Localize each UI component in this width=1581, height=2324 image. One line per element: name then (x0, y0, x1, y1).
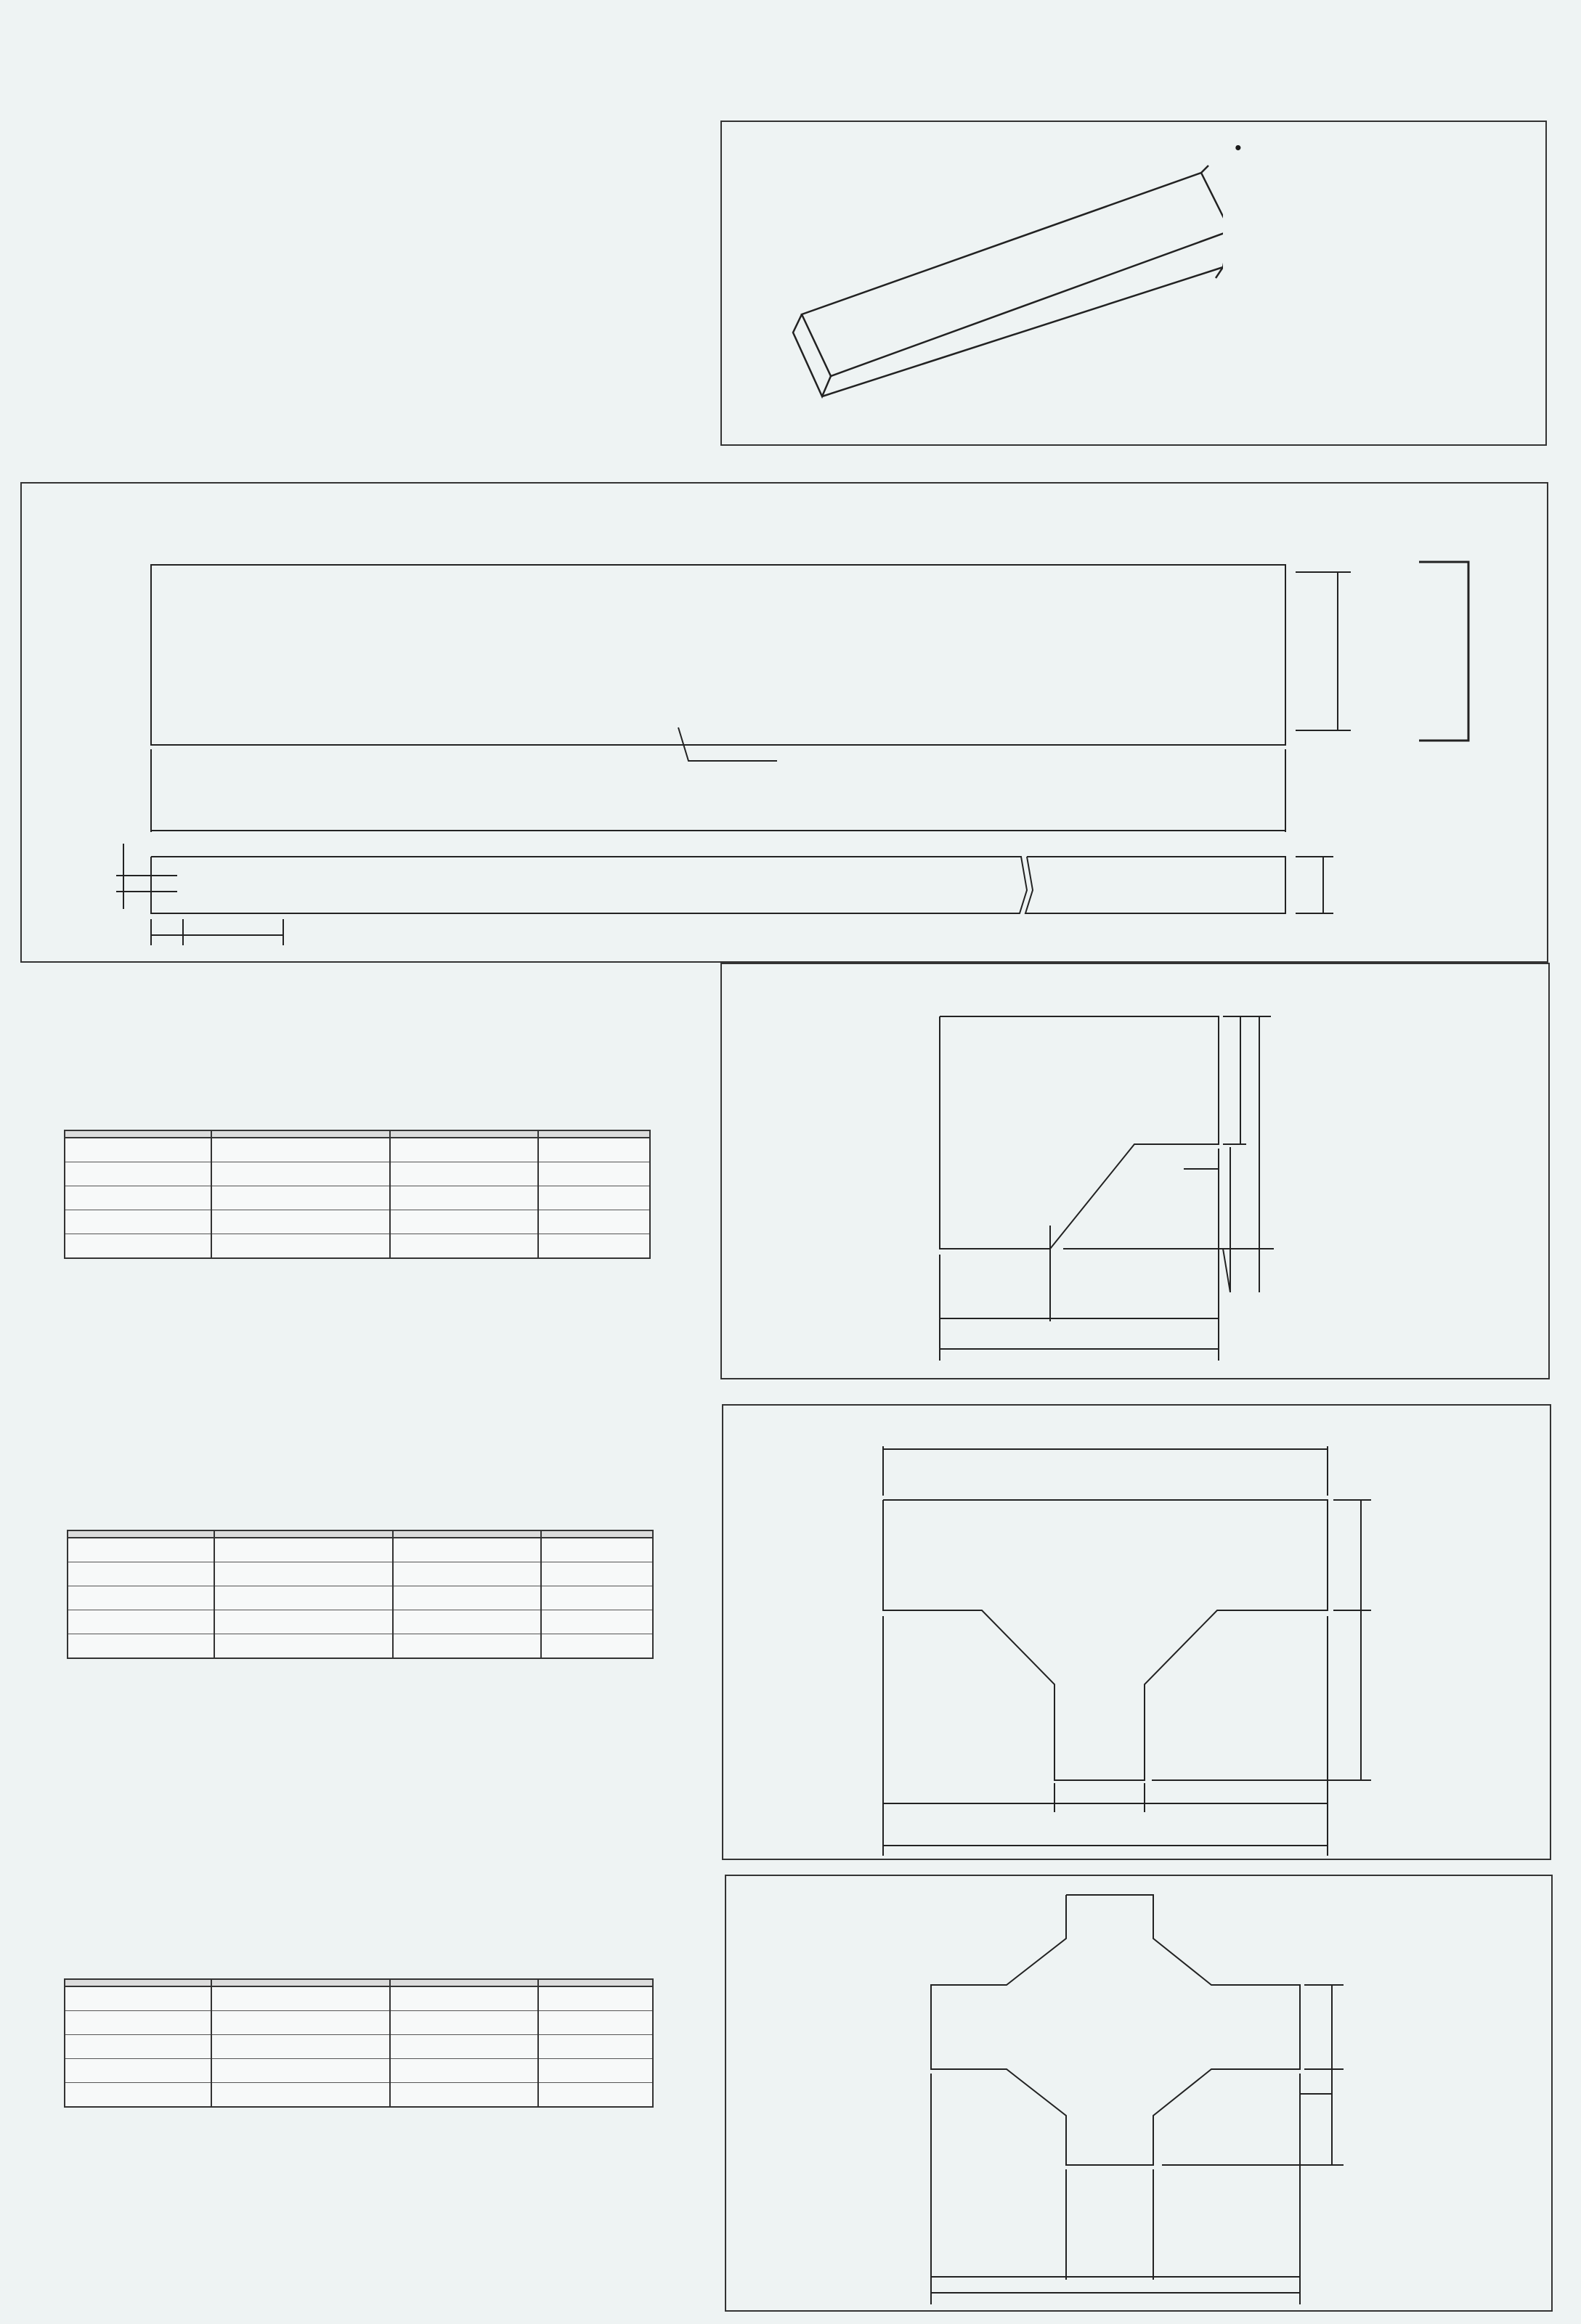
strt-diagram-box (722, 1404, 1551, 1860)
col-length (390, 1130, 538, 1138)
col-part-no (65, 1979, 211, 1986)
col-width (211, 1979, 390, 1986)
str-product-box (720, 121, 1547, 446)
table-row (65, 2083, 653, 2108)
cross-table (64, 1978, 654, 2108)
col-width (214, 1530, 393, 1538)
col-part-no (65, 1130, 211, 1138)
table-row (65, 1186, 650, 1210)
table-row (65, 2011, 653, 2035)
col-part-no (68, 1530, 214, 1538)
strl-diagram-box (720, 963, 1550, 1379)
table-row (68, 1610, 653, 1634)
table-row (68, 1538, 653, 1562)
table-row (65, 1138, 650, 1162)
table-row (65, 1234, 650, 1259)
col-length (393, 1530, 541, 1538)
col-weight (538, 1979, 653, 1986)
table-row (65, 2059, 653, 2083)
dimensions-drawing (22, 484, 1547, 963)
cable-tray-illustration (758, 151, 1223, 441)
table-row (68, 1562, 653, 1586)
strt-drawing (723, 1406, 1551, 1859)
strx-drawing (726, 1876, 1551, 2312)
strl-drawing (722, 964, 1550, 1378)
table-row (65, 1210, 650, 1234)
col-weight (541, 1530, 653, 1538)
elbows-table (64, 1130, 651, 1259)
table-row (68, 1586, 653, 1610)
dimensions-box (20, 482, 1548, 963)
strx-diagram-box (725, 1875, 1553, 2312)
col-length (390, 1979, 538, 1986)
table-row (65, 1986, 653, 2011)
table-row (68, 1634, 653, 1659)
tee-table (67, 1530, 654, 1659)
col-weight (538, 1130, 650, 1138)
col-width (211, 1130, 390, 1138)
table-row (65, 2035, 653, 2059)
table-row (65, 1162, 650, 1186)
